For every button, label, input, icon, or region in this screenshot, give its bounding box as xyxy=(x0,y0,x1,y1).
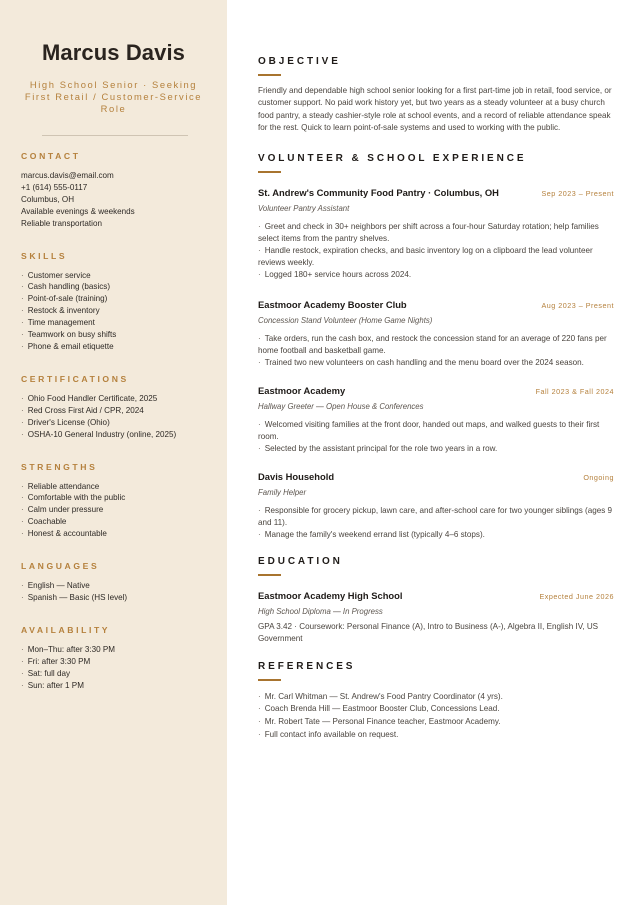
certifications-list xyxy=(21,393,227,441)
contact-item: Reliable transportation xyxy=(21,218,102,228)
reference-item-text: Mr. Carl Whitman — St. Andrew's Food Pantry Coordinator (4 yrs). xyxy=(264,691,503,701)
entry-bullet-text: Selected by the assistant principal for the role two years in a row. xyxy=(264,444,498,454)
bullet-dot: · xyxy=(21,306,24,316)
entry-date: Sep 2023 – Present xyxy=(541,189,614,199)
objective-rule xyxy=(258,74,281,76)
main-content xyxy=(227,0,640,905)
objective-heading: OBJECTIVE xyxy=(258,56,341,67)
certifications-item-text: Driver's License (Ohio) xyxy=(27,417,110,427)
entry-date: Fall 2023 & Fall 2024 xyxy=(535,387,614,397)
languages-item-text: English — Native xyxy=(27,581,90,591)
entry-bullet-text: Welcomed visiting families at the front door, handed out maps, and walked guests to their first room. xyxy=(258,420,600,442)
experience-heading: VOLUNTEER & SCHOOL EXPERIENCE xyxy=(258,153,527,165)
availability-item-text: Fri: after 3:30 PM xyxy=(27,656,91,666)
bullet-dot: · xyxy=(21,505,24,515)
education-entry xyxy=(258,590,614,646)
bullet-dot: · xyxy=(21,517,24,527)
entry-role: Concession Stand Volunteer (Home Game Nights) xyxy=(258,316,433,326)
reference-item xyxy=(258,729,614,742)
skills-item xyxy=(21,270,227,282)
skills-item xyxy=(21,293,227,305)
strengths-item-text: Coachable xyxy=(27,517,67,527)
entry-bullet xyxy=(258,333,614,357)
reference-item-text: Coach Brenda Hill — Eastmoor Booster Club, Concessions Lead. xyxy=(264,704,500,714)
strengths-item-text: Comfortable with the public xyxy=(27,493,126,503)
references-section xyxy=(258,661,614,741)
languages-item xyxy=(21,592,227,604)
experience-entry xyxy=(258,299,614,369)
certifications-item-text: Red Cross First Aid / CPR, 2024 xyxy=(27,405,144,415)
bullet-dot: · xyxy=(258,270,261,280)
contact-item: Columbus, OH xyxy=(21,194,75,204)
availability-item xyxy=(21,668,227,680)
strengths-heading: STRENGTHS xyxy=(21,461,98,472)
certifications-heading: CERTIFICATIONS xyxy=(21,373,129,384)
reference-item-text: Mr. Robert Tate — Personal Finance teacher, Eastmoor Academy. xyxy=(264,716,501,726)
availability-list xyxy=(21,644,227,692)
bullet-dot: · xyxy=(258,334,261,344)
experience-rule xyxy=(258,171,281,173)
bullet-dot: · xyxy=(21,493,24,503)
bullet-dot: · xyxy=(21,680,24,690)
experience-entry xyxy=(258,385,614,455)
availability-item-text: Sun: after 1 PM xyxy=(27,680,84,690)
entry-bullet xyxy=(258,269,614,281)
entry-title: Eastmoor Academy Booster Club xyxy=(258,299,407,311)
skills-item xyxy=(21,281,227,293)
strengths-item xyxy=(21,492,227,504)
education-heading: EDUCATION xyxy=(258,556,343,568)
references-heading: REFERENCES xyxy=(258,660,356,672)
certifications-item-text: Ohio Food Handler Certificate, 2025 xyxy=(27,393,158,403)
sidebar xyxy=(0,0,227,905)
availability-heading: AVAILABILITY xyxy=(21,624,111,635)
bullet-dot: · xyxy=(21,529,24,539)
reference-item xyxy=(258,716,614,729)
strengths-section xyxy=(21,462,227,541)
objective-section xyxy=(258,56,614,134)
entry-bullet xyxy=(258,505,614,529)
skills-item-text: Customer service xyxy=(27,270,91,280)
entry-bullet xyxy=(258,221,614,245)
skills-item xyxy=(21,317,227,329)
skills-item-text: Restock & inventory xyxy=(27,306,100,316)
bullet-dot: · xyxy=(258,222,261,232)
bullet-dot: · xyxy=(21,282,24,292)
sidebar-divider xyxy=(42,135,188,136)
strengths-item xyxy=(21,528,227,540)
contact-item: +1 (614) 555-0117 xyxy=(21,182,88,192)
bullet-dot: · xyxy=(258,246,261,256)
bullet-dot: · xyxy=(258,691,261,701)
contact-item: marcus.davis@email.com xyxy=(21,171,114,180)
certifications-item xyxy=(21,429,227,441)
entry-bullet xyxy=(258,443,614,455)
contact-section xyxy=(21,151,227,230)
entry-date: Aug 2023 – Present xyxy=(541,301,614,311)
bullet-dot: · xyxy=(21,405,24,415)
education-degree: High School Diploma — In Progress xyxy=(258,607,383,617)
bullet-dot: · xyxy=(21,270,24,280)
reference-item-text: Full contact info available on request. xyxy=(264,729,399,739)
entry-bullet xyxy=(258,357,614,369)
skills-item-text: Teamwork on busy shifts xyxy=(27,330,117,340)
bullet-dot: · xyxy=(21,481,24,491)
bullet-dot: · xyxy=(21,668,24,678)
certifications-item xyxy=(21,393,227,405)
bullet-dot: · xyxy=(21,644,24,654)
strengths-item xyxy=(21,504,227,516)
contact-item: Available evenings & weekends xyxy=(21,206,135,216)
bullet-dot: · xyxy=(21,294,24,304)
languages-heading: LANGUAGES xyxy=(21,561,100,572)
bullet-dot: · xyxy=(258,704,261,714)
strengths-item xyxy=(21,516,227,528)
bullet-dot: · xyxy=(258,358,261,368)
education-school: Eastmoor Academy High School xyxy=(258,590,403,602)
availability-section xyxy=(21,625,227,692)
availability-item xyxy=(21,656,227,668)
skills-section xyxy=(21,251,227,353)
reference-item xyxy=(258,703,614,716)
strengths-list xyxy=(21,481,227,541)
entry-bullet-text: Take orders, run the cash box, and restock the concession stand for an average of 220 fans per home football and basketball game. xyxy=(258,334,607,356)
entry-bullet-text: Manage the family's weekend errand list (typically 4–6 stops). xyxy=(264,530,485,540)
bullet-dot: · xyxy=(258,444,261,454)
certifications-item xyxy=(21,405,227,417)
reference-item xyxy=(258,691,614,704)
certifications-item xyxy=(21,417,227,429)
entry-bullet xyxy=(258,529,614,541)
skills-item xyxy=(21,329,227,341)
bullet-dot: · xyxy=(21,592,24,602)
certifications-item-text: OSHA-10 General Industry (online, 2025) xyxy=(27,429,177,439)
languages-item xyxy=(21,580,227,592)
entry-bullet xyxy=(258,245,614,269)
bullet-dot: · xyxy=(258,729,261,739)
bullet-dot: · xyxy=(258,420,261,430)
experience-entries xyxy=(258,187,614,541)
entry-bullet-text: Handle restock, expiration checks, and basic inventory log on a clipboard the lead volunteer reviews weekly. xyxy=(258,246,593,268)
strengths-item xyxy=(21,481,227,493)
entry-title: Eastmoor Academy xyxy=(258,385,346,397)
entry-date: Ongoing xyxy=(583,473,614,483)
bullet-dot: · xyxy=(258,530,261,540)
education-section xyxy=(258,556,614,646)
bullet-dot: · xyxy=(21,393,24,403)
candidate-name: Marcus Davis xyxy=(41,40,186,65)
entry-bullet-text: Responsible for grocery pickup, lawn care, and after-school care for two younger siblings (ages 9 and 11). xyxy=(258,506,613,528)
bullet-dot: · xyxy=(21,341,24,351)
contact-heading: CONTACT xyxy=(21,151,81,161)
bullet-dot: · xyxy=(21,417,24,427)
entry-title: Davis Household xyxy=(258,471,335,483)
availability-item-text: Mon–Thu: after 3:30 PM xyxy=(27,644,115,654)
languages-list xyxy=(21,580,227,604)
education-details: GPA 3.42 · Coursework: Personal Finance (A), Intro to Business (A-), Algebra II, English IV, US Government xyxy=(258,622,599,644)
skills-item xyxy=(21,341,227,353)
experience-entry xyxy=(258,471,614,541)
availability-item xyxy=(21,644,227,656)
skills-list xyxy=(21,270,227,353)
skills-item-text: Point-of-sale (training) xyxy=(27,294,108,304)
availability-item-text: Sat: full day xyxy=(27,668,70,678)
entry-role: Volunteer Pantry Assistant xyxy=(258,204,350,214)
bullet-dot: · xyxy=(21,318,24,328)
languages-item-text: Spanish — Basic (HS level) xyxy=(27,592,128,602)
languages-section xyxy=(21,561,227,604)
strengths-item-text: Calm under pressure xyxy=(27,505,104,515)
skills-item-text: Phone & email etiquette xyxy=(27,341,114,351)
bullet-dot: · xyxy=(21,581,24,591)
objective-text: Friendly and dependable high school senior looking for a first part-time job in retail, food service, or customer support. No paid work history yet, but two years as a steady volunteer at a busy church food pantry, a steady cashier-style role at school events, and a record of reliable attendance speak for the rest. Quick to learn point-of-sale systems and used to working with the public. xyxy=(258,86,612,132)
bullet-dot: · xyxy=(258,506,261,516)
entry-role: Hallway Greeter — Open House & Conferences xyxy=(258,402,424,412)
skills-item-text: Time management xyxy=(27,318,95,328)
bullet-dot: · xyxy=(21,429,24,439)
experience-entry xyxy=(258,187,614,281)
contact-list xyxy=(21,170,227,230)
bullet-dot: · xyxy=(258,716,261,726)
education-rule xyxy=(258,574,281,576)
entry-title: St. Andrew's Community Food Pantry · Columbus, OH xyxy=(258,187,499,199)
bullet-dot: · xyxy=(21,330,24,340)
availability-item xyxy=(21,680,227,692)
education-date: Expected June 2026 xyxy=(539,592,614,602)
strengths-item-text: Honest & accountable xyxy=(27,529,107,539)
certifications-section xyxy=(21,374,227,441)
skills-item-text: Cash handling (basics) xyxy=(27,282,111,292)
entry-bullet-text: Trained two new volunteers on cash handling and the menu board over the 2024 season. xyxy=(264,358,584,368)
entry-bullet-text: Greet and check in 30+ neighbors per shift across a four-hour Saturday rotation; help families select items from the pantry shelves. xyxy=(258,222,599,244)
bullet-dot: · xyxy=(21,656,24,666)
strengths-item-text: Reliable attendance xyxy=(27,481,100,491)
entry-bullet xyxy=(258,419,614,443)
entry-role: Family Helper xyxy=(258,488,307,498)
skills-heading: SKILLS xyxy=(21,250,68,261)
candidate-subtitle: High School Senior · Seeking First Retail / Customer-Service Role xyxy=(24,79,203,114)
references-list xyxy=(258,691,614,741)
references-rule xyxy=(258,679,281,681)
experience-section xyxy=(258,153,614,541)
entry-bullet-text: Logged 180+ service hours across 2024. xyxy=(264,270,412,280)
skills-item xyxy=(21,305,227,317)
